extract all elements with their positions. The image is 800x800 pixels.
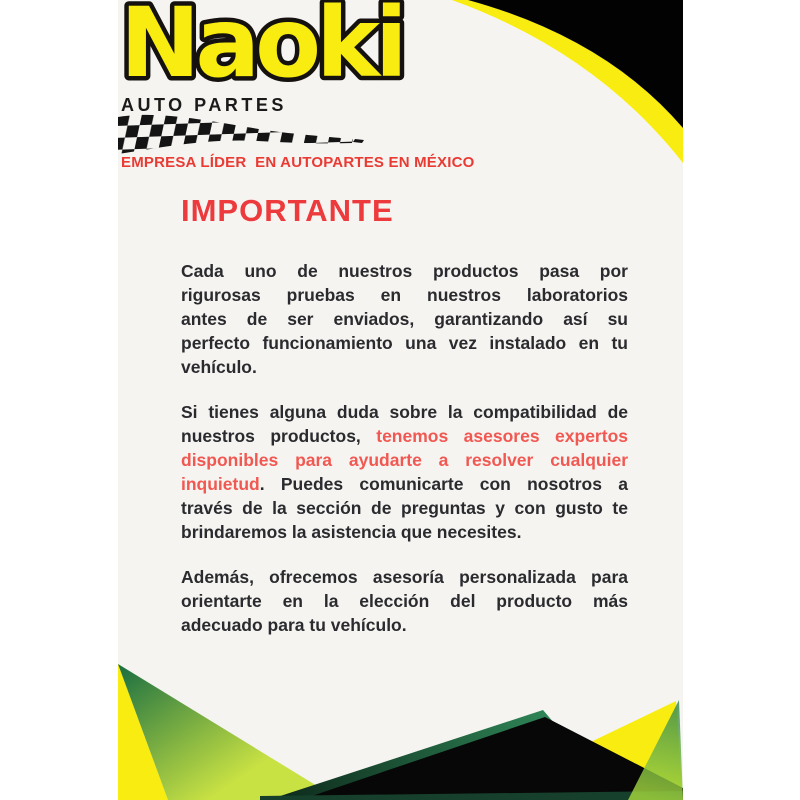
text-segment: orientarte en la elección del producto más: [181, 591, 628, 611]
text-segment: antes de ser enviados, garantizando así su: [181, 309, 628, 329]
brand-logo: [112, 0, 403, 99]
text-segment: Además, ofrecemos asesoría personalizada para: [181, 567, 628, 587]
body-text: [181, 259, 628, 658]
text-segment: través de la sección de preguntas y con gusto te: [181, 498, 628, 518]
text-line: [181, 307, 628, 331]
text-line: [181, 424, 628, 448]
brand-logo-text: Naoki: [120, 0, 403, 99]
brand-subtitle: AUTO PARTES: [121, 95, 287, 115]
text-line: [181, 259, 628, 283]
checkered-flag-body: [118, 115, 353, 154]
text-segment: Si tienes alguna duda sobre la compatibilidad de: [181, 402, 628, 422]
text-line: [181, 400, 628, 424]
checkered-flag-tail-dash: [353, 139, 364, 143]
text-line: [181, 472, 628, 496]
text-segment: adecuado para tu vehículo.: [181, 615, 407, 635]
text-segment: brindaremos la asistencia que necesites.: [181, 522, 522, 542]
text-line: [181, 448, 628, 472]
text-line: [181, 613, 628, 637]
text-line: [181, 496, 628, 520]
paragraph: [181, 565, 628, 637]
brand-tagline: EMPRESA LÍDER EN AUTOPARTES EN MÉXICO: [121, 154, 475, 171]
text-line: [181, 565, 628, 589]
paragraph: [181, 400, 628, 544]
text-segment: vehículo.: [181, 357, 257, 377]
highlighted-text-segment: tenemos asesores expertos: [376, 426, 628, 446]
page-title: IMPORTANTE: [181, 193, 394, 228]
checkered-flag-icon: [118, 114, 368, 156]
text-segment: nuestros productos,: [181, 426, 377, 446]
text-line: [181, 520, 628, 544]
text-segment: perfecto funcionamiento una vez instalado en tu: [181, 333, 628, 353]
text-segment: rigurosas pruebas en nuestros laboratorios: [181, 285, 628, 305]
text-line: [181, 589, 628, 613]
highlighted-text-segment: inquietud: [181, 474, 260, 494]
text-line: [181, 355, 628, 379]
text-segment: . Puedes comunicarte con nosotros a: [259, 474, 628, 494]
text-line: [181, 331, 628, 355]
paragraph: [181, 259, 628, 379]
text-line: [181, 283, 628, 307]
text-segment: Cada uno de nuestros productos pasa por: [181, 261, 628, 281]
highlighted-text-segment: disponibles para ayudarte a resolver cualquier: [181, 450, 628, 470]
